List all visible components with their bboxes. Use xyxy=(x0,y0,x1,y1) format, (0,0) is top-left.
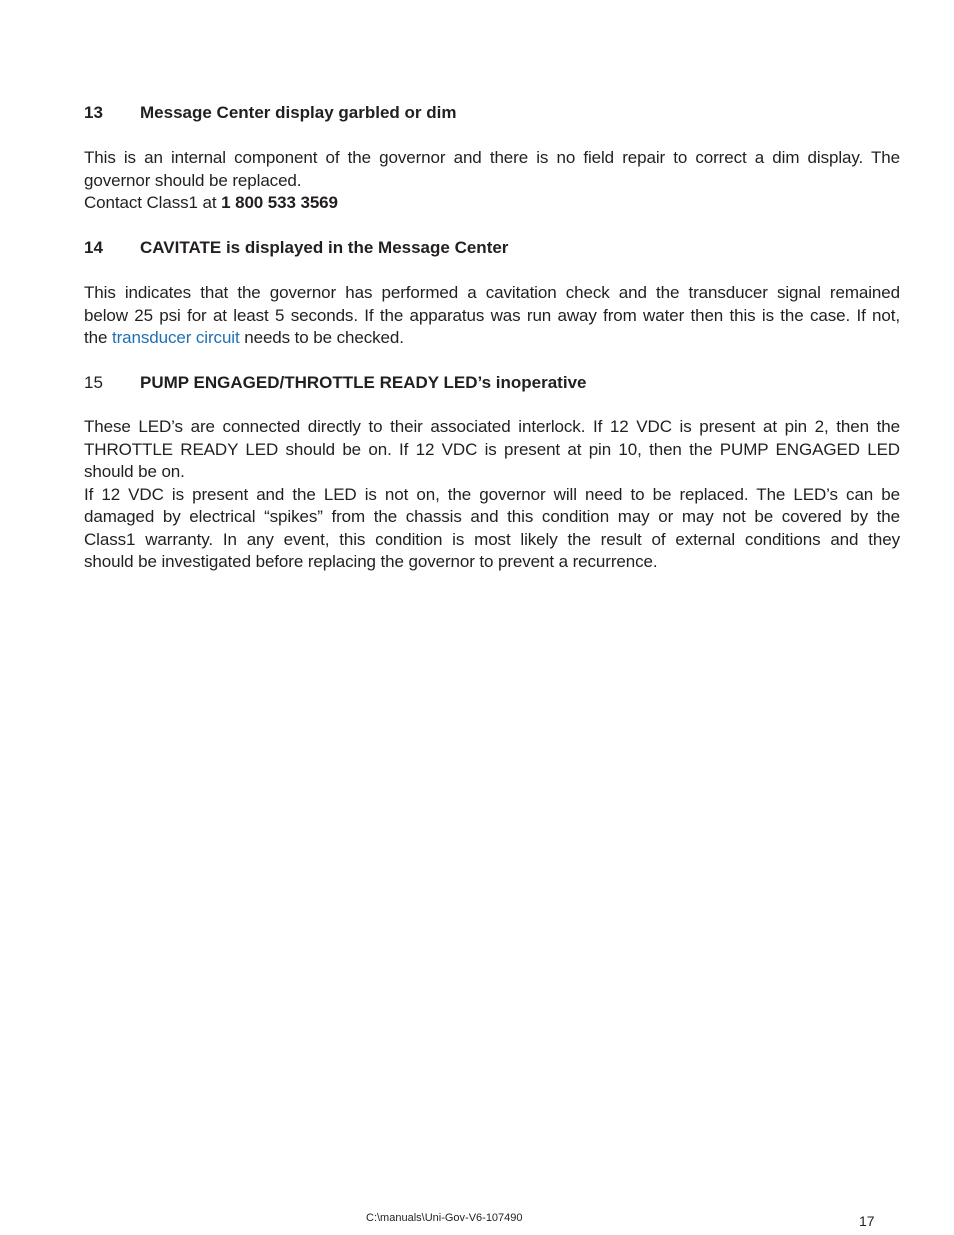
body-line: If 12 VDC is present and the LED is not on, the governor will need to be replaced. The LED’s can be xyxy=(84,484,900,504)
line-suffix: needs to be checked. xyxy=(239,328,404,347)
contact-prefix: Contact Class1 at xyxy=(84,193,222,212)
body-line: This indicates that the governor has performed a cavitation check and the transducer signal remained xyxy=(84,283,900,302)
line-prefix: the xyxy=(84,328,112,347)
body-line: should be investigated before replacing the governor to prevent a recurrence. xyxy=(84,552,658,571)
body-line: damaged by electrical “spikes” from the chassis and this condition may or may not be covered by the xyxy=(84,507,900,526)
transducer-circuit-link[interactable]: transducer circuit xyxy=(111,328,240,347)
body-line: should be on. xyxy=(84,462,185,481)
body-line: THROTTLE READY LED should be on. If 12 VDC is present at pin 10, then the PUMP ENGAGED LED xyxy=(84,439,900,459)
body-line: These LED’s are connected directly to their associated interlock. If 12 VDC is present at pin 2, then the xyxy=(84,417,900,436)
section-title: PUMP ENGAGED/THROTTLE READY LED’s inoperative xyxy=(140,373,587,392)
section-title: Message Center display garbled or dim xyxy=(140,103,457,122)
section-number: 13 xyxy=(84,103,103,122)
section-number: 14 xyxy=(84,238,103,257)
section-13-heading xyxy=(84,102,456,124)
section-number: 15 xyxy=(84,373,103,392)
body-line xyxy=(84,327,900,350)
section-15-heading xyxy=(84,372,586,394)
section-14-heading xyxy=(84,237,508,259)
section-13-body xyxy=(84,147,900,215)
body-line: governor should be replaced. xyxy=(84,170,302,190)
body-line: This is an internal component of the governor and there is no field repair to correct a dim display. The xyxy=(84,148,900,167)
contact-phone: 1 800 533 3569 xyxy=(221,193,338,212)
body-line: Class1 warranty. In any event, this condition is most likely the result of external conditions and they xyxy=(84,529,900,549)
page-number: 17 xyxy=(859,1213,875,1229)
section-title: CAVITATE is displayed in the Message Center xyxy=(140,238,509,257)
body-line: below 25 psi for at least 5 seconds. If the apparatus was run away from water then this is the case. If not, xyxy=(84,305,900,325)
section-14-body xyxy=(84,282,900,350)
contact-line xyxy=(84,192,900,215)
footer-file-path: C:\manuals\Uni-Gov-V6-107490 xyxy=(366,1212,523,1224)
section-15-body xyxy=(84,416,900,574)
